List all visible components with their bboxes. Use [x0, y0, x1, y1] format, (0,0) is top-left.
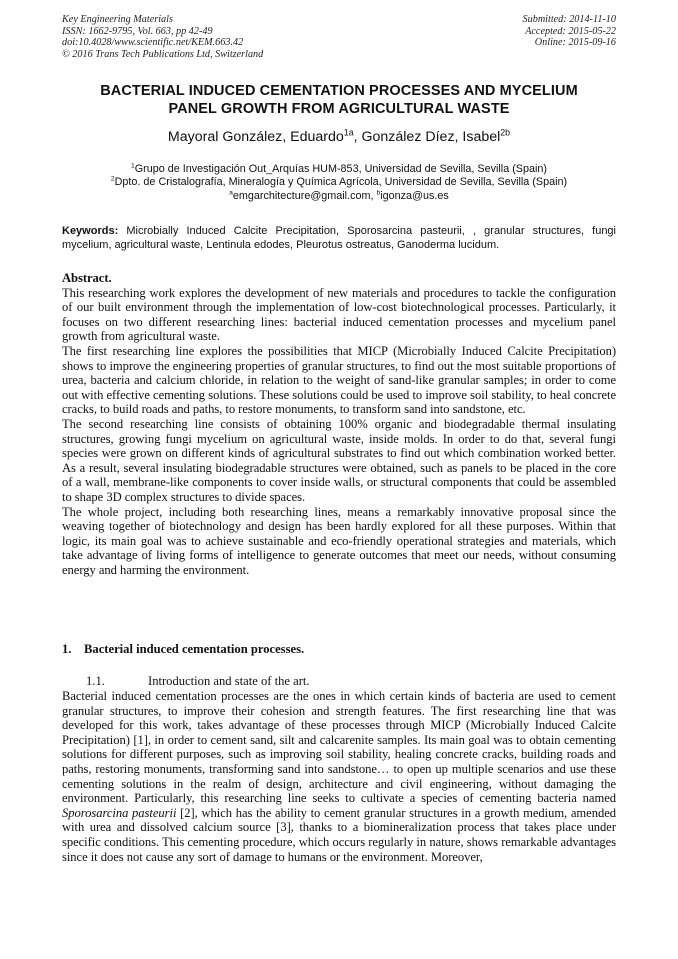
- journal-name: Key Engineering Materials: [62, 14, 173, 25]
- affiliation-2: [62, 176, 616, 189]
- affiliation-1-mark: 1: [130, 162, 135, 170]
- email-b[interactable]: igonza@us.es: [380, 189, 449, 202]
- keywords-text: Microbially Induced Calcite Precipitation, Sporosarcina pasteurii, , granular structures, fungi mycelium, agricultural waste, Lentinula edodes, Pleurotus ostreatus, Ganoderma lucidum.: [62, 225, 616, 251]
- email-b-mark: b: [376, 189, 381, 196]
- author-separator: ,: [353, 129, 362, 145]
- author-list: [62, 128, 616, 146]
- issn-line: ISSN: 1662-9795, Vol. 663, pp 42-49: [62, 25, 213, 37]
- submitted-date: Submitted: 2014-11-10: [522, 14, 616, 25]
- abstract-heading: Abstract.: [62, 271, 112, 285]
- section-1-number: 1.: [62, 642, 72, 656]
- abstract-paragraph: The whole project, including both researching lines, means a remarkably innovative proposal since the weaving together of biotechnology and design has been hardly explored for all these purposes. Within that logic, its main goal was to achieve sustainable and eco-friendly operational strategies and materials, which take advantage of living forms of intelligence to generate outcomes that meet our needs, without consuming energy and harming the environment.: [62, 504, 616, 577]
- publication-dates: [523, 14, 616, 49]
- copyright-line: © 2016 Trans Tech Publications Ltd, Switzerland: [62, 48, 264, 60]
- email-a-mark: a: [229, 189, 233, 196]
- journal-metadata: [62, 14, 263, 60]
- author-1: Mayoral González, Eduardo: [167, 129, 344, 145]
- section-1-title: Bacterial induced cementation processes.: [84, 642, 305, 656]
- title-line-2: PANEL GROWTH FROM AGRICULTURAL WASTE: [168, 100, 510, 117]
- species-name: Sporosarcina pasteurii: [62, 805, 177, 820]
- online-date: Online: 2015-09-16: [534, 37, 616, 49]
- abstract: [62, 271, 616, 577]
- abstract-paragraph: The first researching line explores the possibilities that MICP (Microbially Induced Calcite Precipitation) shows to improve the engineering properties of granular structures, to find out the most suitable proportions of urea, bacteria and calcium chloride, in relation to the weight of sand-like granular samples; in order to come out with effective cementing solutions. These solutions could be used to improve soil stability, to heal concrete cracks, to build roads and paths, to restore monuments, to transform sand into sandstone, etc.: [62, 343, 616, 417]
- paper-title: [62, 83, 616, 118]
- affiliation-1: [62, 163, 616, 176]
- abstract-paragraph: The second researching line consists of obtaining 100% organic and biodegradable thermal insulating structures, growing fungi mycelium on agricultural waste, inside molds. In order to do that, several fungi species were grown on different kinds of agricultural substrates to find out which combination worked better. As a result, several insulating biodegradable structures were obtained, such as panels to be placed in the core of a wall, membrane-like components to cover inside walls, or structural components that could be assembled to shape 3D complex structures to divide spaces.: [62, 416, 616, 504]
- affiliation-2-mark: 2: [110, 175, 115, 183]
- author-2: González Díez, Isabel: [361, 129, 501, 145]
- section-1-heading: [62, 642, 616, 657]
- doi-link[interactable]: doi:10.4028/www.scientific.net/KEM.663.42: [62, 37, 244, 49]
- affiliations: [62, 163, 616, 203]
- author-2-affiliation-mark: 2b: [500, 127, 511, 138]
- subsection-1-1-number: 1.1.: [86, 674, 105, 688]
- section-1-text-part-2: [2], which has the ability to cement granular structures in a growth medium, amended with urea and dissolved calcium source [3], thanks to a biomineralization process that takes place under specific conditions. This cementing procedure, which occurs regularly in nature, shows remarkable advantages since it does not cause any sort of damage to humans or the environment. Moreover,: [62, 805, 616, 864]
- author-1-affiliation-mark: 1a: [343, 127, 354, 138]
- section-1-text-part-1: Bacterial induced cementation processes are the ones in which certain kinds of bacteria are used to cement granular structures, to improve their cohesion and strength features. The first researching line that was developed for this work, takes advantage of these processes through MICP (Microbially Induced Calcite Precipitation) [1], in order to cement sand, silt and calcarenite samples. Its main goal was to obtain cementing solutions for different purposes, such as improving soil stability, healing concrete cracks, building roads and paths, restoring monuments, transforming sand into sandstone… to open up multiple scenarios and use these cementing solutions in the realm of design, architecture and civil engineering, without damaging the environment. Particularly, this researching line seeks to cultivate a species of cementing bacteria named: [62, 689, 616, 806]
- title-line-1: BACTERIAL INDUCED CEMENTATION PROCESSES AND MYCELIUM: [100, 83, 578, 99]
- section-1-paragraph: [62, 689, 616, 864]
- affiliation-2-text: Dpto. de Cristalografía, Mineralogía y Química Agrícola, Universidad de Sevilla, Sevilla (Spain): [114, 176, 568, 189]
- email-line: [62, 190, 616, 203]
- email-a[interactable]: emgarchitecture@gmail.com,: [232, 189, 377, 202]
- section-1-body: [62, 689, 616, 864]
- affiliation-1-text: Grupo de Investigación Out_Arquías HUM-853, Universidad de Sevilla, Sevilla (Spain): [134, 163, 548, 175]
- abstract-paragraph: This researching work explores the development of new materials and procedures to tackle the configuration of our built environment through the implementation of low-cost biotechnological processes. Particularly, it focuses on two different researching lines: bacterial induced cementation processes and mycelium panel growth from agricultural waste.: [62, 285, 616, 344]
- keywords-label: Keywords:: [62, 225, 119, 237]
- subsection-1-1-title: Introduction and state of the art.: [148, 674, 310, 688]
- accepted-date: Accepted: 2015-05-22: [525, 25, 616, 37]
- subsection-1-1-heading: [86, 674, 616, 689]
- keywords: [62, 224, 616, 252]
